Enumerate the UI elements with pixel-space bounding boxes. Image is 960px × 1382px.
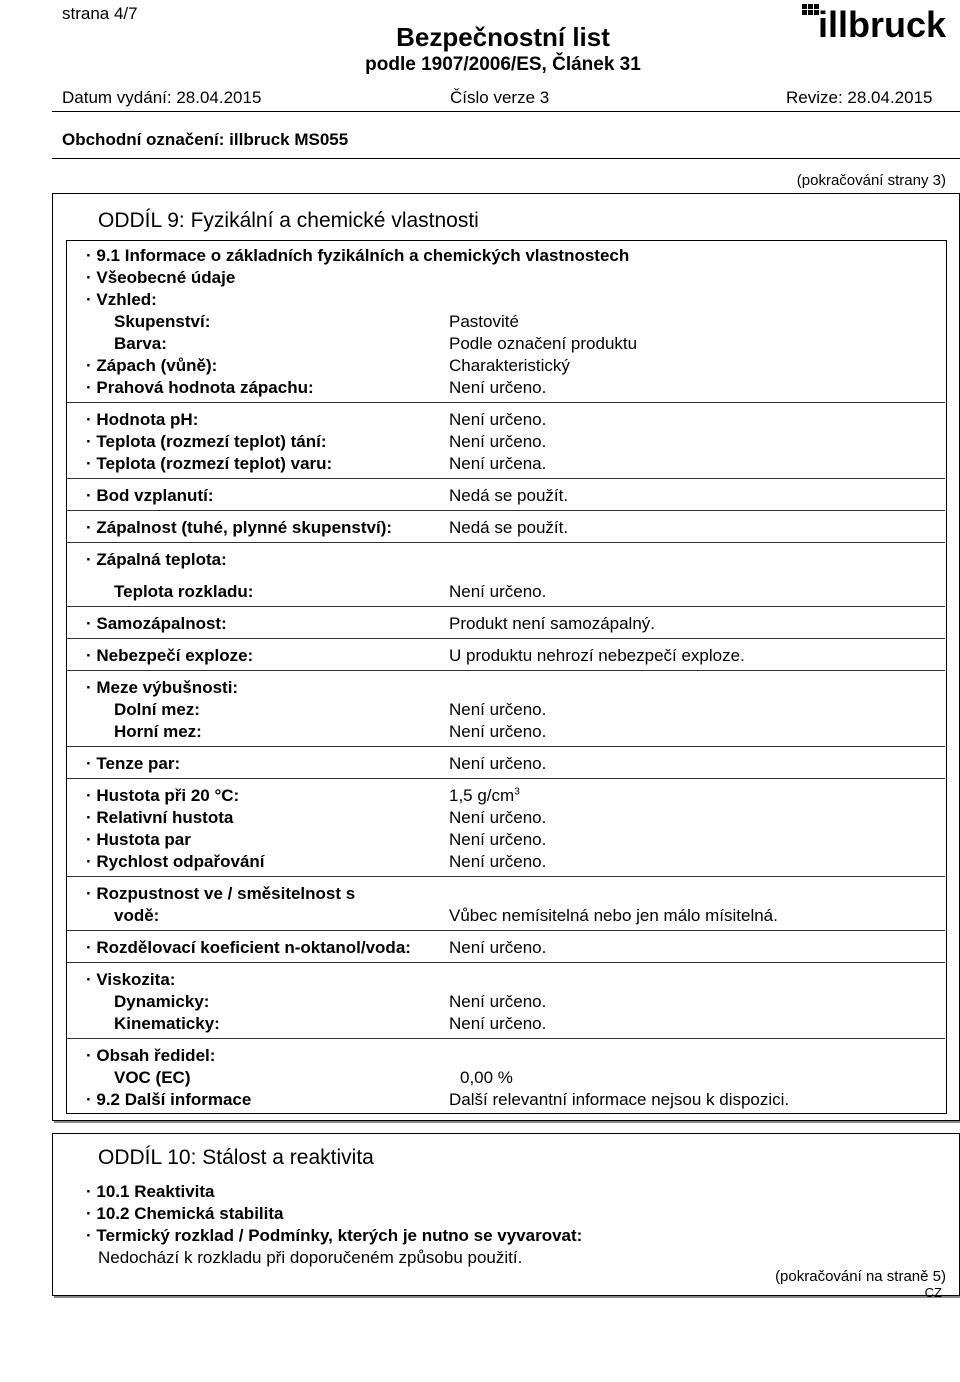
odor-threshold-label: · Prahová hodnota zápachu:: [86, 378, 314, 397]
solubility-value: Vůbec nemísitelná nebo jen málo mísitelná.: [449, 906, 778, 925]
self-ignition-label: · Samozápalnost:: [86, 614, 227, 633]
flammability-value: Nedá se použít.: [449, 518, 569, 537]
issue-date: Datum vydání: 28.04.2015: [62, 88, 262, 107]
document-title: Bezpečnostní list: [396, 22, 610, 52]
divider: [66, 1038, 945, 1039]
density-label: · Hustota při 20 °C:: [86, 786, 240, 805]
chemical-stability-label: · 10.2 Chemická stabilita: [86, 1204, 284, 1223]
decomposition-temperature-value: Není určeno.: [449, 582, 547, 601]
dynamic-viscosity-value: Není určeno.: [449, 992, 547, 1011]
version-number: Číslo verze 3: [450, 88, 550, 107]
solubility-label: · Rozpustnost ve / směsitelnost s: [86, 884, 356, 903]
self-ignition-value: Produkt není samozápalný.: [449, 614, 656, 633]
vapour-pressure-value: Není určeno.: [449, 754, 547, 773]
boiling-point-label: · Teplota (rozmezí teplot) varu:: [86, 454, 333, 473]
partition-coefficient-value: Není určeno.: [449, 938, 547, 957]
document-subtitle: podle 1907/2006/ES, Článek 31: [365, 54, 641, 75]
divider: [66, 670, 945, 671]
solubility-water-label: vodě:: [114, 906, 160, 925]
lower-limit-label: Dolní mez:: [114, 700, 200, 719]
subsection-9-1: · 9.1 Informace o základních fyzikálních a chemických vlastnostech: [86, 246, 630, 265]
ph-label: · Hodnota pH:: [86, 410, 199, 429]
color-value: Podle označení produktu: [449, 334, 638, 353]
appearance-label: · Vzhled:: [86, 290, 157, 309]
partition-coefficient-label: · Rozdělovací koeficient n-oktanol/voda:: [86, 938, 411, 957]
upper-limit-value: Není určeno.: [449, 722, 547, 741]
continued-to-note: (pokračování na straně 5): [775, 1268, 946, 1285]
explosion-danger-value: U produktu nehrozí nebezpečí exploze.: [449, 646, 745, 665]
divider: [66, 542, 945, 543]
divider: [66, 478, 945, 479]
thermal-decomposition-label: · Termický rozklad / Podmínky, kterých je nutno se vyvarovat:: [86, 1226, 583, 1245]
divider: [66, 606, 945, 607]
voc-value: 0,00 %: [460, 1068, 513, 1087]
flash-point-label: · Bod vzplanutí:: [86, 486, 214, 505]
relative-density-value: Není určeno.: [449, 808, 547, 827]
ph-value: Není určeno.: [449, 410, 547, 429]
vapour-pressure-label: · Tenze par:: [86, 754, 181, 773]
odor-label: · Zápach (vůně):: [86, 356, 218, 375]
viscosity-label: · Viskozita:: [86, 970, 176, 989]
melting-point-value: Není určeno.: [449, 432, 547, 451]
continued-from-note: (pokračování strany 3): [796, 172, 946, 189]
dynamic-viscosity-label: Dynamicky:: [114, 992, 210, 1011]
section-9-heading: ODDÍL 9: Fyzikální a chemické vlastnosti: [98, 209, 479, 232]
reactivity-label: · 10.1 Reaktivita: [86, 1182, 215, 1201]
language-code: CZ: [924, 1285, 942, 1300]
trade-name: Obchodní označení: illbruck MS055: [62, 130, 349, 149]
kinematic-viscosity-value: Není určeno.: [449, 1014, 547, 1033]
upper-limit-label: Horní mez:: [114, 722, 202, 741]
divider: [66, 962, 945, 963]
general-info-label: · Všeobecné údaje: [86, 268, 236, 287]
vapour-density-label: · Hustota par: [86, 830, 191, 849]
evaporation-rate-label: · Rychlost odpařování: [86, 852, 265, 871]
color-label: Barva:: [114, 334, 167, 353]
odor-value: Charakteristický: [449, 356, 570, 375]
header-rule: [52, 111, 960, 112]
svg-text:illbruck: illbruck: [818, 4, 947, 42]
state-value: Pastovité: [449, 312, 519, 331]
solvent-content-label: · Obsah ředidel:: [86, 1046, 216, 1065]
boiling-point-value: Není určena.: [449, 454, 547, 473]
divider: [66, 746, 945, 747]
state-label: Skupenství:: [114, 312, 211, 331]
divider: [66, 402, 945, 403]
revision-date: Revize: 28.04.2015: [786, 88, 933, 107]
divider: [66, 638, 945, 639]
divider: [66, 930, 945, 931]
relative-density-label: · Relativní hustota: [86, 808, 234, 827]
page-number: strana 4/7: [62, 4, 138, 23]
decomposition-temperature-label: Teplota rozkladu:: [114, 582, 254, 601]
divider: [66, 778, 945, 779]
voc-label: VOC (EC): [114, 1068, 191, 1087]
trade-rule: [52, 158, 960, 159]
section-10-heading: ODDÍL 10: Stálost a reaktivita: [98, 1146, 374, 1169]
thermal-decomposition-text: Nedochází k rozkladu při doporučeném způsobu použití.: [98, 1248, 523, 1267]
vapour-density-value: Není určeno.: [449, 830, 547, 849]
lower-limit-value: Není určeno.: [449, 700, 547, 719]
other-information-label: · 9.2 Další informace: [86, 1090, 252, 1109]
explosion-danger-label: · Nebezpečí exploze:: [86, 646, 254, 665]
ignition-temperature-label: · Zápalná teplota:: [86, 550, 227, 569]
explosive-limits-label: · Meze výbušnosti:: [86, 678, 239, 697]
density-value: 1,5 $g/cm^3$: [449, 786, 520, 805]
flash-point-value: Nedá se použít.: [449, 486, 569, 505]
odor-threshold-value: Není určeno.: [449, 378, 547, 397]
other-information-value: Další relevantní informace nejsou k dispozici.: [449, 1090, 790, 1109]
divider: [66, 510, 945, 511]
flammability-label: · Zápalnost (tuhé, plynné skupenství):: [86, 518, 393, 537]
divider: [66, 876, 945, 877]
evaporation-rate-value: Není určeno.: [449, 852, 547, 871]
illbruck-logo: [800, 2, 960, 42]
kinematic-viscosity-label: Kinematicky:: [114, 1014, 220, 1033]
melting-point-label: · Teplota (rozmezí teplot) tání:: [86, 432, 327, 451]
